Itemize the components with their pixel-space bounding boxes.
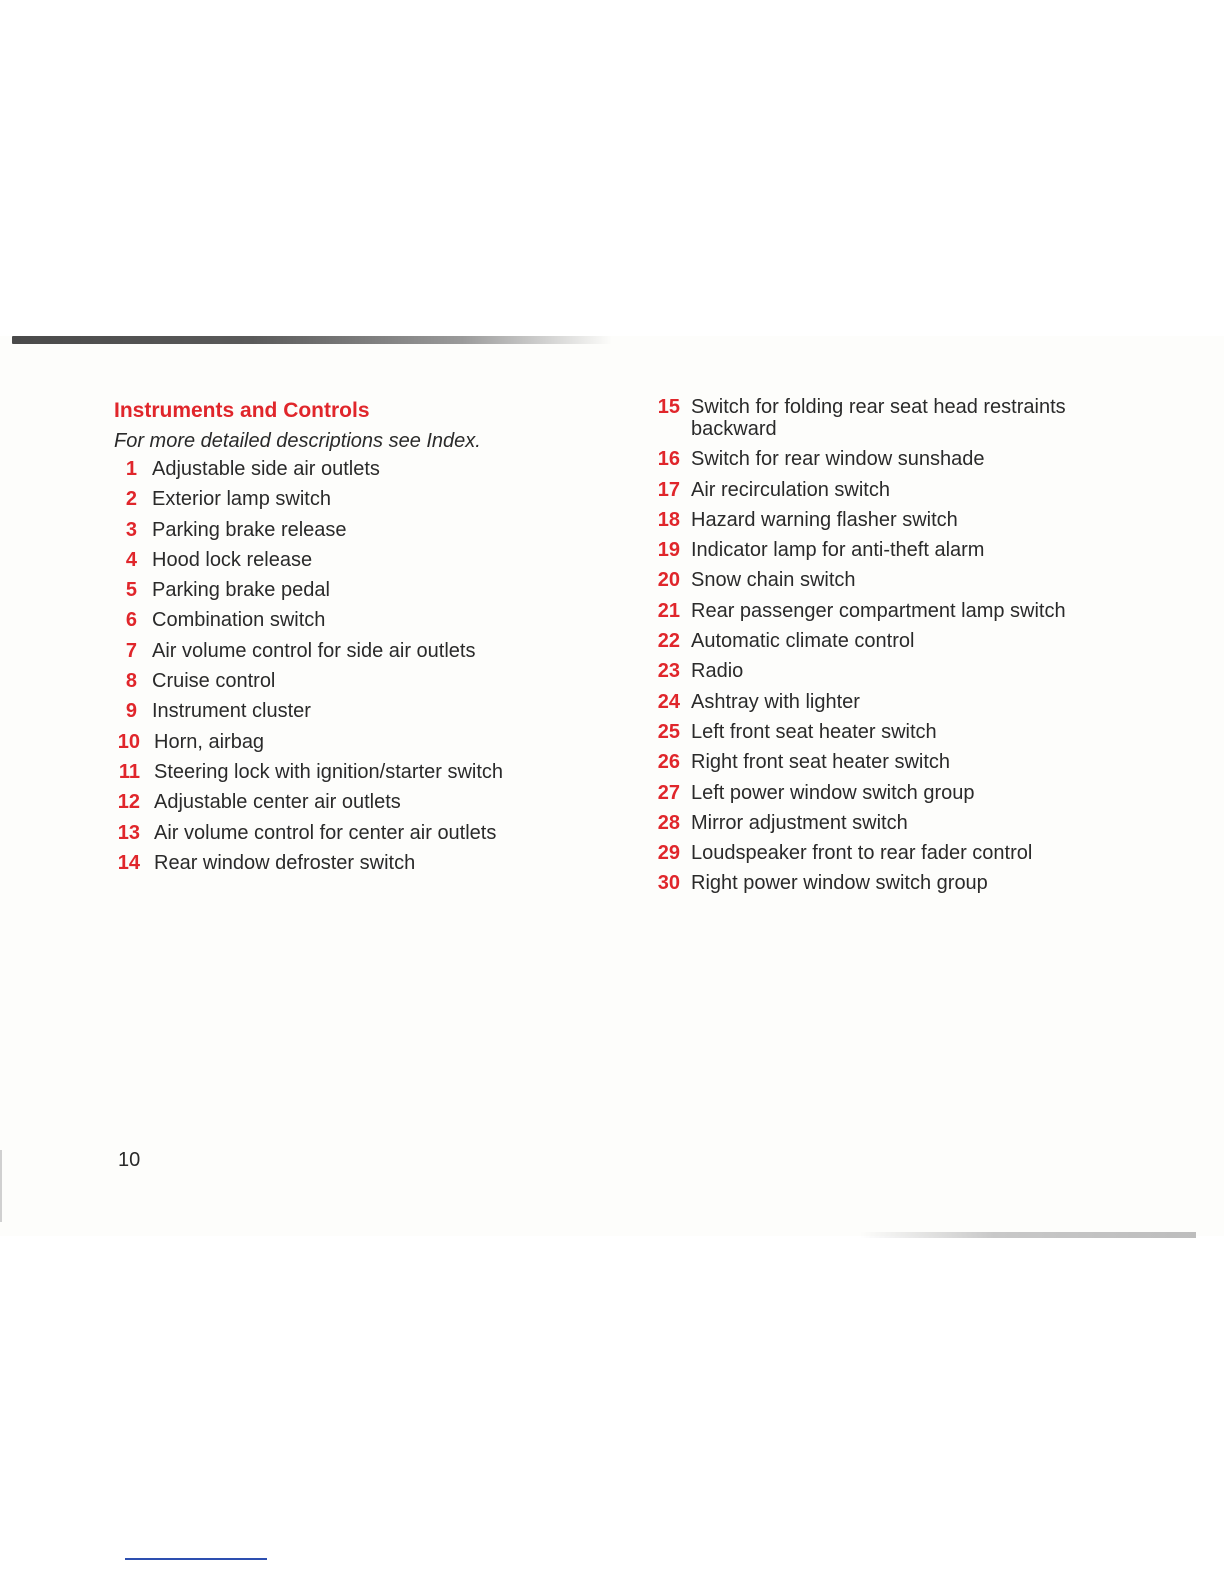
item-number: 22 [657, 630, 680, 653]
item-label: Hood lock release [152, 548, 313, 571]
item-number: 14 [117, 851, 140, 874]
list-item [652, 721, 1122, 743]
item-number: 25 [657, 720, 680, 743]
item-number: 21 [657, 599, 680, 622]
item-label: Right front seat heater switch [691, 751, 951, 774]
list-item [114, 549, 584, 571]
item-label: Indicator lamp for anti-theft alarm [691, 539, 985, 562]
list-item [114, 640, 584, 662]
item-label: Parking brake pedal [152, 579, 330, 602]
list-item [114, 609, 584, 631]
list-item [114, 761, 584, 783]
list-item [652, 691, 1122, 713]
item-number: 30 [657, 872, 680, 895]
list-item [114, 519, 584, 541]
item-number: 5 [125, 579, 137, 602]
list-item [652, 751, 1122, 773]
item-label: Left power window switch group [691, 781, 975, 804]
section-subtitle: For more detailed descriptions see Index. [114, 430, 481, 452]
left-item-list [114, 458, 584, 874]
list-item [652, 509, 1122, 531]
list-item [652, 600, 1122, 622]
item-label: Hazard warning flasher switch [691, 508, 958, 531]
list-item [652, 396, 1122, 440]
list-item [652, 872, 1122, 894]
item-label: Left front seat heater switch [691, 720, 937, 743]
bottom-link-underline [125, 1558, 267, 1560]
item-label: Loudspeaker front to rear fader control [691, 842, 1033, 865]
item-number: 8 [125, 670, 137, 693]
section-title: Instruments and Controls [114, 399, 370, 422]
item-number: 2 [125, 488, 137, 511]
list-item [114, 488, 584, 510]
item-label: Adjustable center air outlets [154, 791, 401, 814]
item-number: 18 [657, 508, 680, 531]
item-label: Ashtray with lighter [691, 690, 860, 713]
left-column [114, 396, 584, 882]
list-item [652, 479, 1122, 501]
item-label: Rear passenger compartment lamp switch [691, 599, 1066, 622]
item-number: 15 [657, 396, 680, 418]
item-label: Horn, airbag [154, 730, 265, 753]
item-label: Switch for rear window sunshade [691, 448, 985, 471]
item-label: Cruise control [152, 670, 276, 693]
list-item [114, 791, 584, 813]
item-label: Combination switch [152, 609, 326, 632]
list-item [652, 569, 1122, 591]
list-item [652, 812, 1122, 834]
item-number: 12 [117, 791, 140, 814]
item-number: 6 [125, 609, 137, 632]
list-item [652, 842, 1122, 864]
item-label: Right power window switch group [691, 872, 988, 895]
item-number: 7 [125, 639, 137, 662]
item-number: 4 [125, 548, 137, 571]
item-number: 11 [118, 760, 140, 783]
page-number: 10 [118, 1149, 141, 1171]
item-number: 16 [657, 448, 680, 471]
item-number: 28 [657, 811, 680, 834]
page-edge-mark [0, 1150, 2, 1222]
item-label: Instrument cluster [152, 700, 311, 723]
item-number: 26 [657, 751, 680, 774]
item-label: Adjustable side air outlets [152, 458, 380, 480]
item-number: 19 [657, 539, 680, 562]
item-number: 9 [125, 700, 137, 723]
item-number: 29 [657, 842, 680, 865]
item-label: Air recirculation switch [691, 478, 890, 501]
right-column [652, 396, 1122, 903]
item-number: 3 [125, 518, 137, 541]
list-item [652, 782, 1122, 804]
item-label: Mirror adjustment switch [691, 811, 908, 834]
item-label: Snow chain switch [691, 569, 856, 592]
list-item [652, 448, 1122, 470]
list-item [652, 539, 1122, 561]
item-number: 10 [117, 730, 140, 753]
item-label: Parking brake release [152, 518, 347, 541]
list-item [652, 630, 1122, 652]
list-item [114, 700, 584, 722]
item-label: Air volume control for center air outlets [154, 821, 497, 844]
top-divider [12, 336, 612, 344]
list-item [114, 822, 584, 844]
list-item [114, 458, 584, 480]
item-number: 24 [657, 690, 680, 713]
item-number: 23 [657, 660, 680, 683]
bottom-divider [860, 1232, 1196, 1238]
item-number: 20 [657, 569, 680, 592]
item-label: Switch for folding rear seat head restraints backward [691, 396, 1066, 440]
item-label: Rear window defroster switch [154, 851, 416, 874]
item-number: 27 [657, 781, 680, 804]
list-item [114, 579, 584, 601]
item-label: Exterior lamp switch [152, 488, 331, 511]
item-label: Radio [691, 660, 744, 683]
list-item [114, 731, 584, 753]
item-label: Automatic climate control [691, 630, 915, 653]
item-number: 13 [117, 821, 140, 844]
list-item [652, 660, 1122, 682]
item-label: Air volume control for side air outlets [152, 639, 476, 662]
list-item [114, 852, 584, 874]
list-item [114, 670, 584, 692]
item-label: Steering lock with ignition/starter switch [154, 760, 504, 783]
item-number: 1 [125, 458, 137, 480]
item-number: 17 [657, 478, 680, 501]
